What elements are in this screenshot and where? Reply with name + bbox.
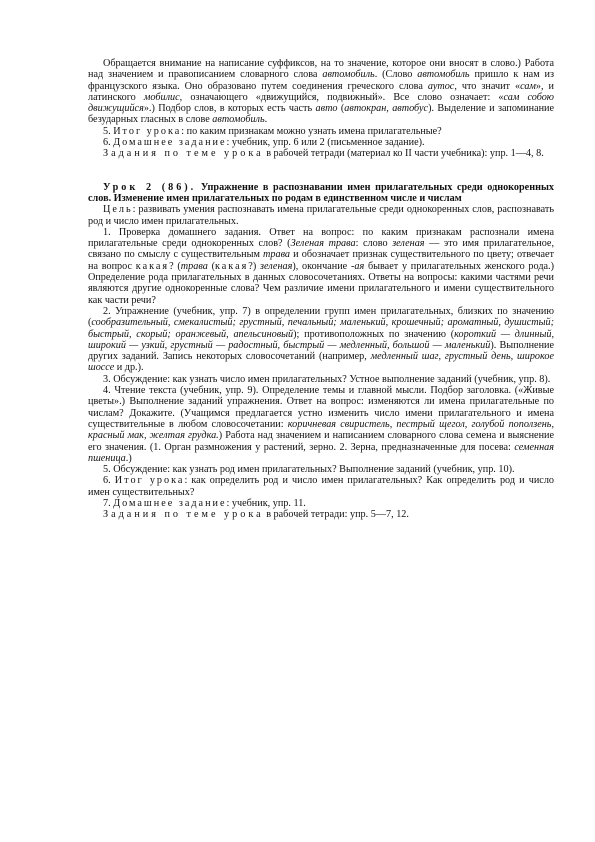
paragraph-gender-discussion: 5. Обсуждение: как узнать род имен прилагательных? Выполнение заданий (учебник, упр. 10). [103, 464, 515, 476]
paragraph-lesson-result-2: 6. Итог урока: как определить род и число имен прилагательных? Как определить род и число имен существительных? [88, 475, 555, 498]
paragraph-reading-text: 4. Чтение текста (учебник, упр. 9). Определение темы и главной мысли. Подбор заголовка. («Живые цветы».) Выполнение заданий упражнения. Ответ на вопрос: изменяются ли имена прилагательные по числам? Докажите. (Учащимся предлагается устно изменить число имени прилагательного и имена существительные в любом словосочетании: коричневая свиристель, пестрый щегол, голубой поползень, красный мак, желтая грудка.) Работа над значением и написанием словарного слова семена и выяснение его значения. (1. Орган размножения у растений, зерно. 2. Зерна, предназначенные для посева: семенная пшеница.) [88, 385, 554, 464]
paragraph-homework-check: 1. Проверка домашнего задания. Ответ на вопрос: по каким признакам распознали имена прилагательные среди однокоренных слов? (Зеленая трава: слово зеленая — это имя прилагательное, связано по смыслу с существительным трава и обозначает признак существительного по цвету; отвечает на вопрос какая? (трава (какая?) зеленая), окончание -ая бывает у прилагательных женского рода.) Определение рода прилагательных в данных словосочетаниях. Ответы на вопросы: какими частями речи являются другие однокоренные слова? Чем различие имени прилагательного и имени существительного как части речи? [88, 226, 555, 306]
lesson-goal: Цель: развивать умения распознавать имена прилагательные среди однокоренных слов, распознавать род и число имен прилагательных. [88, 204, 554, 227]
document-text [88, 58, 554, 521]
paragraph-workbook-tasks-2: Задания по теме урока в рабочей тетради: упр. 5—7, 12. [103, 509, 409, 521]
paragraph-number-discussion: 3. Обсуждение: как узнать число имен прилагательных? Устное выполнение заданий (учебник, упр. 8). [103, 373, 551, 385]
paragraph-lesson-result: 5. Итог урока: по каким признакам можно узнать имена прилагательные? [103, 125, 442, 137]
paragraph-exercise-7: 2. Упражнение (учебник, упр. 7) в определении групп имен прилагательных, близких по значению (сообразительный, смекалистый; грустный, печальный; маленький, крошечный; ароматный, душистый; быстрый, скорый; оранжевый, апельсиновый); противоположных по значению (короткий — длинный, широкий — узкий, грустный — радостный, быстрый — медленный, большой — маленький). Выполнение других заданий. Запись некоторых словосочетаний (например, медленный шаг, грустный день, широкое шоссе и др.). [88, 305, 555, 374]
paragraph-homework-2: 7. Домашнее задание: учебник, упр. 11. [103, 497, 306, 509]
paragraph-dictionary-word: Обращается внимание на написание суффиксов, на то значение, которое они вносят в слово.) Работа над значением и правописанием словарного слова автомобиль. (Слово автомобиль пришло к нам из французского языка. Оно образовано путем соединения греческого слова аутос, что значит «сам», и латинского мобилис, означающего «движущийся, подвижный». Все слово означает: «сам собою движущийся».) Подбор слов, в которых есть часть авто (автокран, автобус). Выделение и запоминание безударных гласных в слове автомобиль. [88, 58, 555, 126]
paragraph-workbook-tasks: Задания по теме урока в рабочей тетради (материал ко II части учебника): упр. 1—4, 8. [103, 148, 544, 160]
section-gap [88, 160, 554, 182]
paragraph-homework: 6. Домашнее задание: учебник, упр. 6 или 2 (письменное задание). [103, 137, 425, 149]
lesson-title: Урок 2 (86). Упражнение в распознавании имен прилагательных среди однокоренных слов. Изменение имен прилагательных по родам в единственном числе и числам [88, 181, 554, 204]
